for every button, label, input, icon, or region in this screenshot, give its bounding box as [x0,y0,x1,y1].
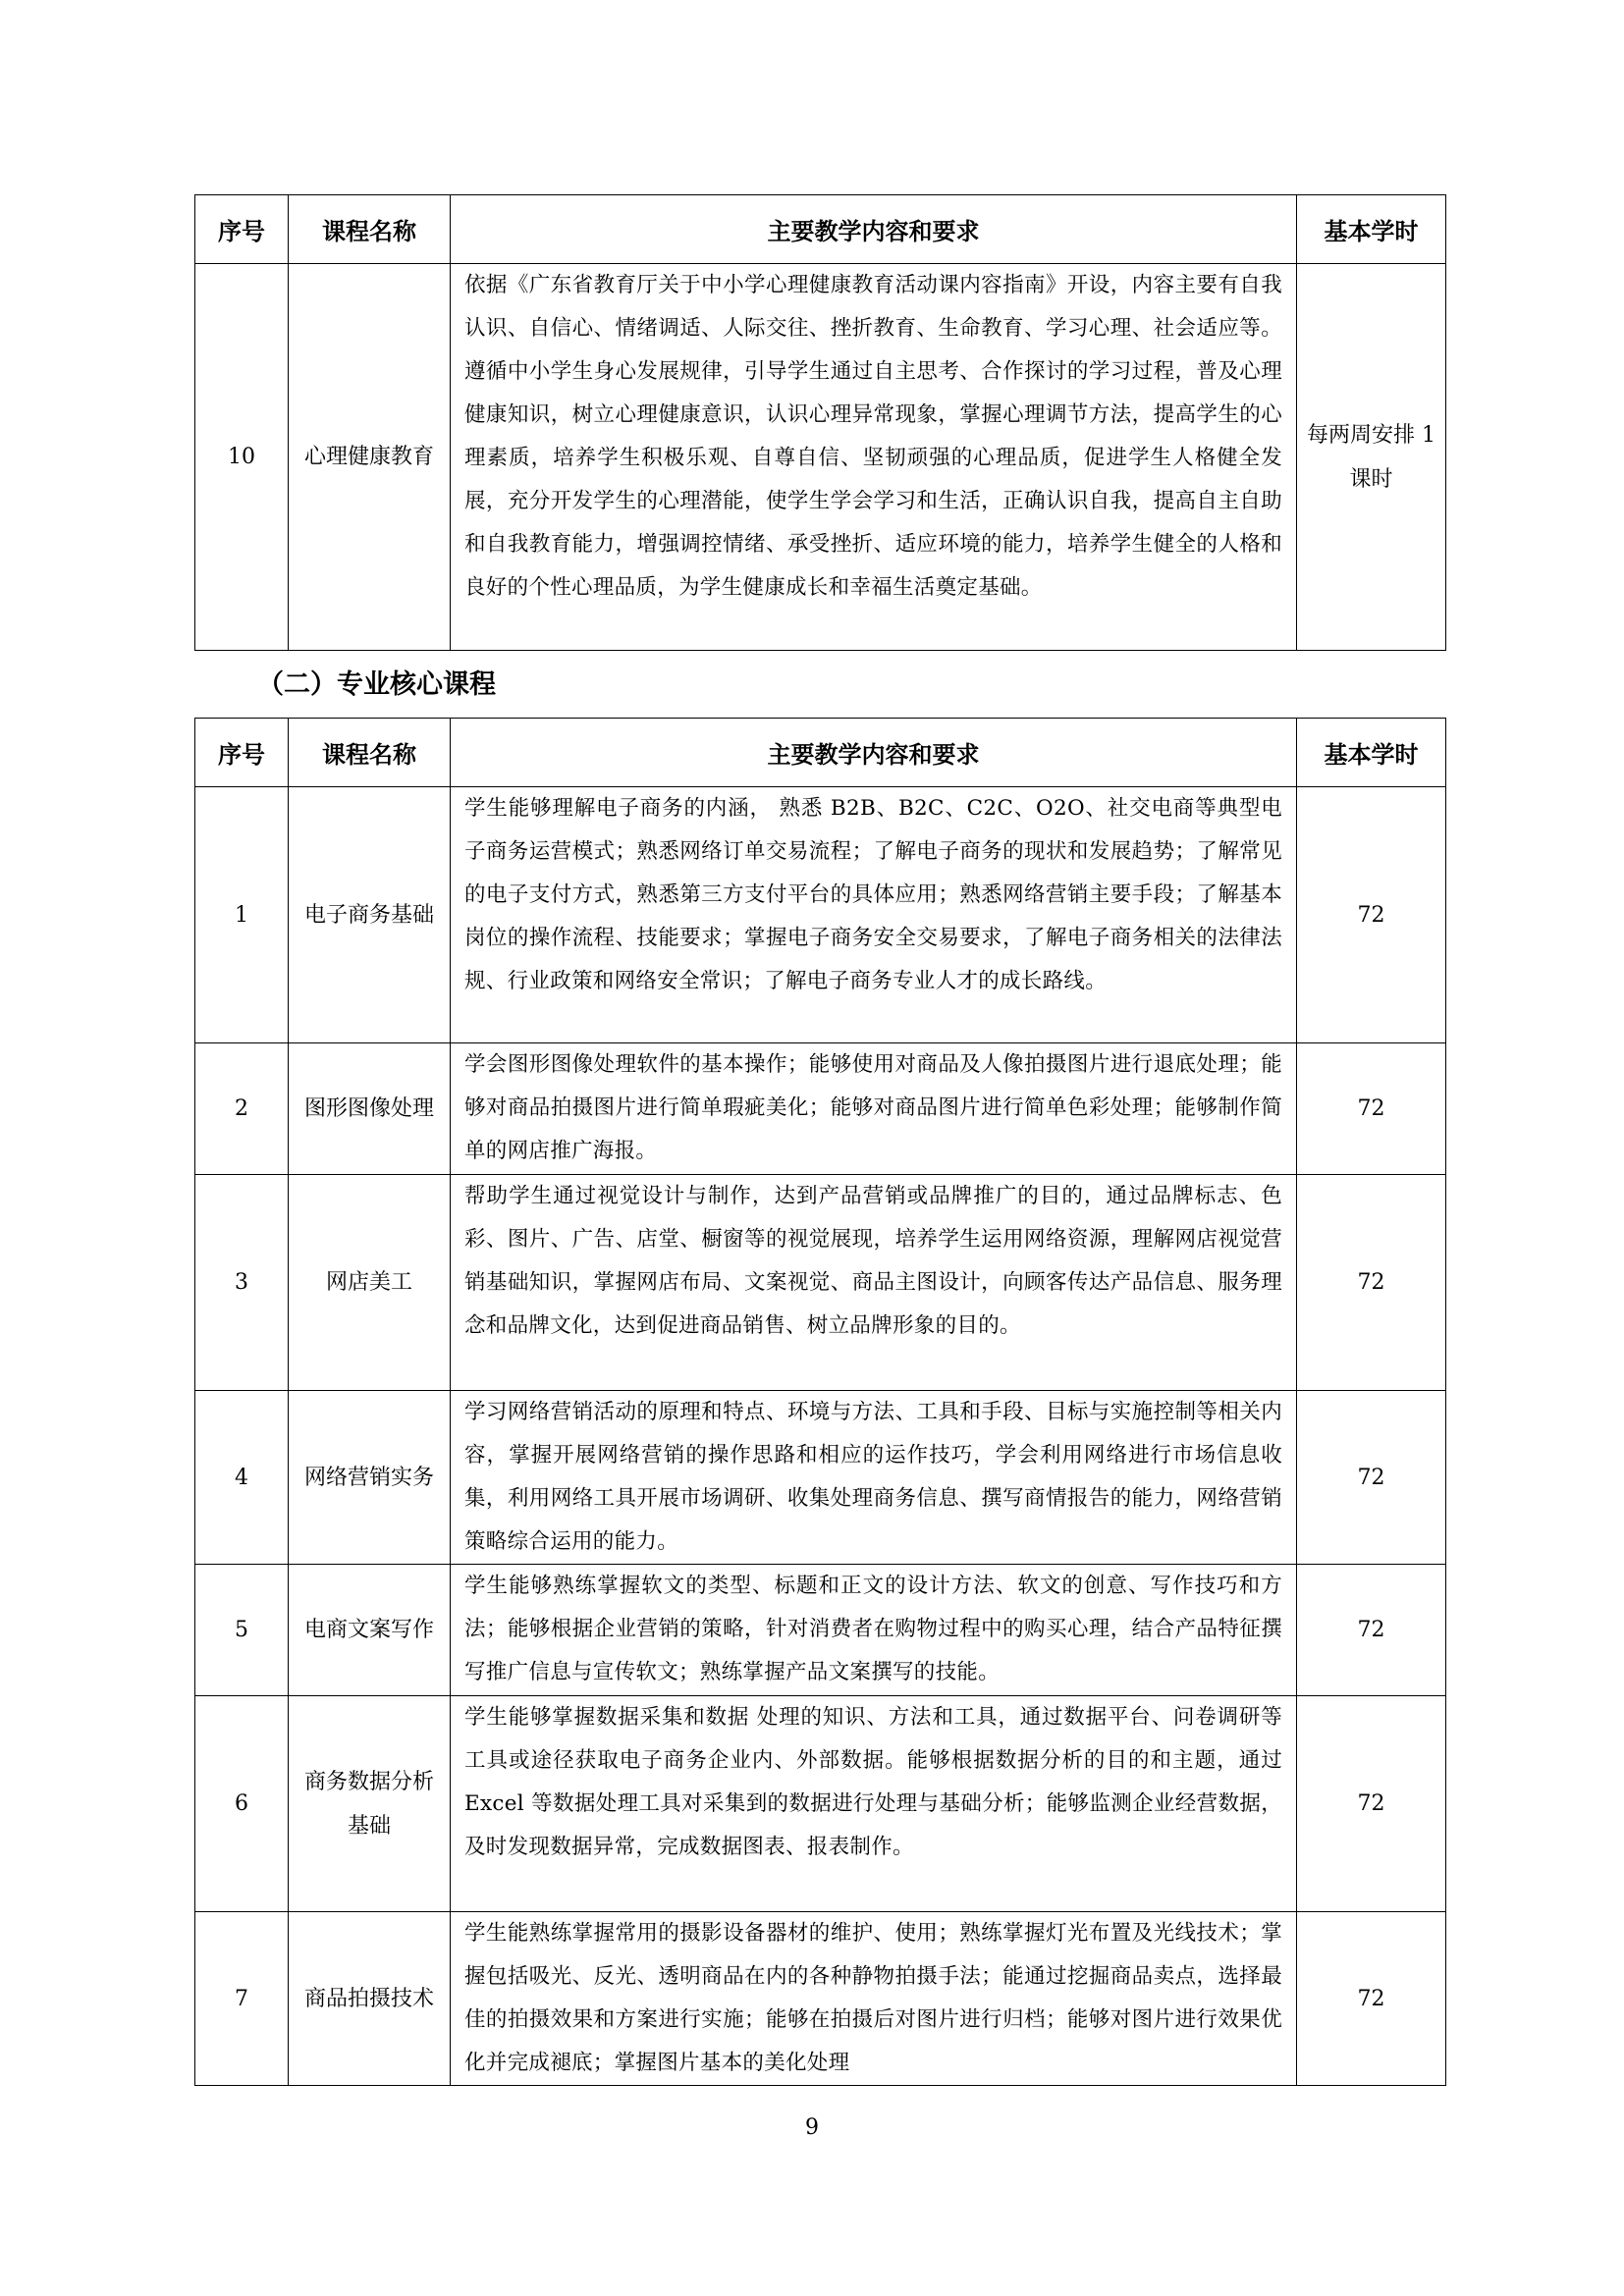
row-content: 学生能够理解电子商务的内涵， 熟悉 B2B、B2C、C2C、O2O、社交电商等典型电子商务运营模式；熟悉网络订单交易流程；了解电子商务的现状和发展趋势；了解常见的电子支付方式，熟悉第三方支付平台的具体应用；熟悉网络营销主要手段；了解基本岗位的操作流程、技能要求；掌握电子商务安全交易要求，了解电子商务相关的法律法规、行业政策和网络安全常识；了解电子商务专业人才的成长路线。 [451,787,1297,1043]
row-content: 学生能够熟练掌握软文的类型、标题和正文的设计方法、软文的创意、写作技巧和方法；能够根据企业营销的策略，针对消费者在购物过程中的购买心理，结合产品特征撰写推广信息与宣传软文；熟练掌握产品文案撰写的技能。 [451,1565,1297,1696]
row-hours: 72 [1297,1565,1446,1696]
row-no: 1 [195,787,289,1043]
header-name: 课程名称 [289,719,451,787]
header-content: 主要教学内容和要求 [451,719,1297,787]
row-name: 电商文案写作 [289,1565,451,1696]
row-content: 学会图形图像处理软件的基本操作；能够使用对商品及人像拍摄图片进行退底处理；能够对商品拍摄图片进行简单瑕疵美化；能够对商品图片进行简单色彩处理；能够制作简单的网店推广海报。 [451,1043,1297,1175]
table-general-courses [194,194,1446,651]
table-header-row [195,719,1446,787]
row-name: 心理健康教育 [289,264,451,651]
row-no: 2 [195,1043,289,1175]
row-name: 商务数据分析基础 [289,1696,451,1912]
header-hours: 基本学时 [1297,719,1446,787]
table-header-row [195,195,1446,264]
header-hours: 基本学时 [1297,195,1446,264]
table-row [195,1175,1446,1391]
table-row [195,787,1446,1043]
row-content: 学习网络营销活动的原理和特点、环境与方法、工具和手段、目标与实施控制等相关内容，掌握开展网络营销的操作思路和相应的运作技巧，学会利用网络进行市场信息收集，利用网络工具开展市场调研、收集处理商务信息、撰写商情报告的能力，网络营销策略综合运用的能力。 [451,1391,1297,1565]
table-row [195,1912,1446,2086]
row-name: 商品拍摄技术 [289,1912,451,2086]
header-no: 序号 [195,719,289,787]
row-hours: 72 [1297,1391,1446,1565]
table-row [195,1565,1446,1696]
row-no: 6 [195,1696,289,1912]
header-content: 主要教学内容和要求 [451,195,1297,264]
row-no: 4 [195,1391,289,1565]
table-core-courses [194,718,1446,2086]
row-hours: 72 [1297,1175,1446,1391]
row-content: 学生能熟练掌握常用的摄影设备器材的维护、使用；熟练掌握灯光布置及光线技术；掌握包括吸光、反光、透明商品在内的各种静物拍摄手法；能通过挖掘商品卖点，选择最佳的拍摄效果和方案进行实施；能够在拍摄后对图片进行归档；能够对图片进行效果优化并完成褪底；掌握图片基本的美化处理 [451,1912,1297,2086]
row-name: 网络营销实务 [289,1391,451,1565]
table-row [195,1391,1446,1565]
section-title: （二）专业核心课程 [257,669,496,700]
row-name: 电子商务基础 [289,787,451,1043]
row-hours: 72 [1297,787,1446,1043]
row-content: 依据《广东省教育厅关于中小学心理健康教育活动课内容指南》开设，内容主要有自我认识、自信心、情绪调适、人际交往、挫折教育、生命教育、学习心理、社会适应等。遵循中小学生身心发展规律，引导学生通过自主思考、合作探讨的学习过程，普及心理健康知识，树立心理健康意识，认识心理异常现象，掌握心理调节方法，提高学生的心理素质，培养学生积极乐观、自尊自信、坚韧顽强的心理品质，促进学生人格健全发展，充分开发学生的心理潜能，使学生学会学习和生活，正确认识自我，提高自主自助和自我教育能力，增强调控情绪、承受挫折、适应环境的能力，培养学生健全的人格和良好的个性心理品质，为学生健康成长和幸福生活奠定基础。 [451,264,1297,651]
row-hours: 72 [1297,1043,1446,1175]
row-hours: 72 [1297,1696,1446,1912]
table-row [195,1043,1446,1175]
row-no: 5 [195,1565,289,1696]
table-row [195,1696,1446,1912]
row-hours: 72 [1297,1912,1446,2086]
row-no: 7 [195,1912,289,2086]
row-name: 网店美工 [289,1175,451,1391]
row-content: 学生能够掌握数据采集和数据 处理的知识、方法和工具，通过数据平台、问卷调研等工具或途径获取电子商务企业内、外部数据。能够根据数据分析的目的和主题，通过 Excel 等数据处理工具对采集到的数据进行处理与基础分析；能够监测企业经营数据，及时发现数据异常，完成数据图表、报表制作。 [451,1696,1297,1912]
page-number: 9 [805,2115,819,2140]
row-name: 图形图像处理 [289,1043,451,1175]
row-no: 10 [195,264,289,651]
row-no: 3 [195,1175,289,1391]
header-name: 课程名称 [289,195,451,264]
row-content: 帮助学生通过视觉设计与制作，达到产品营销或品牌推广的目的，通过品牌标志、色彩、图片、广告、店堂、橱窗等的视觉展现，培养学生运用网络资源，理解网店视觉营销基础知识，掌握网店布局、文案视觉、商品主图设计，向顾客传达产品信息、服务理念和品牌文化，达到促进商品销售、树立品牌形象的目的。 [451,1175,1297,1391]
row-hours: 每两周安排 1 课时 [1297,264,1446,651]
table-row [195,264,1446,651]
header-no: 序号 [195,195,289,264]
